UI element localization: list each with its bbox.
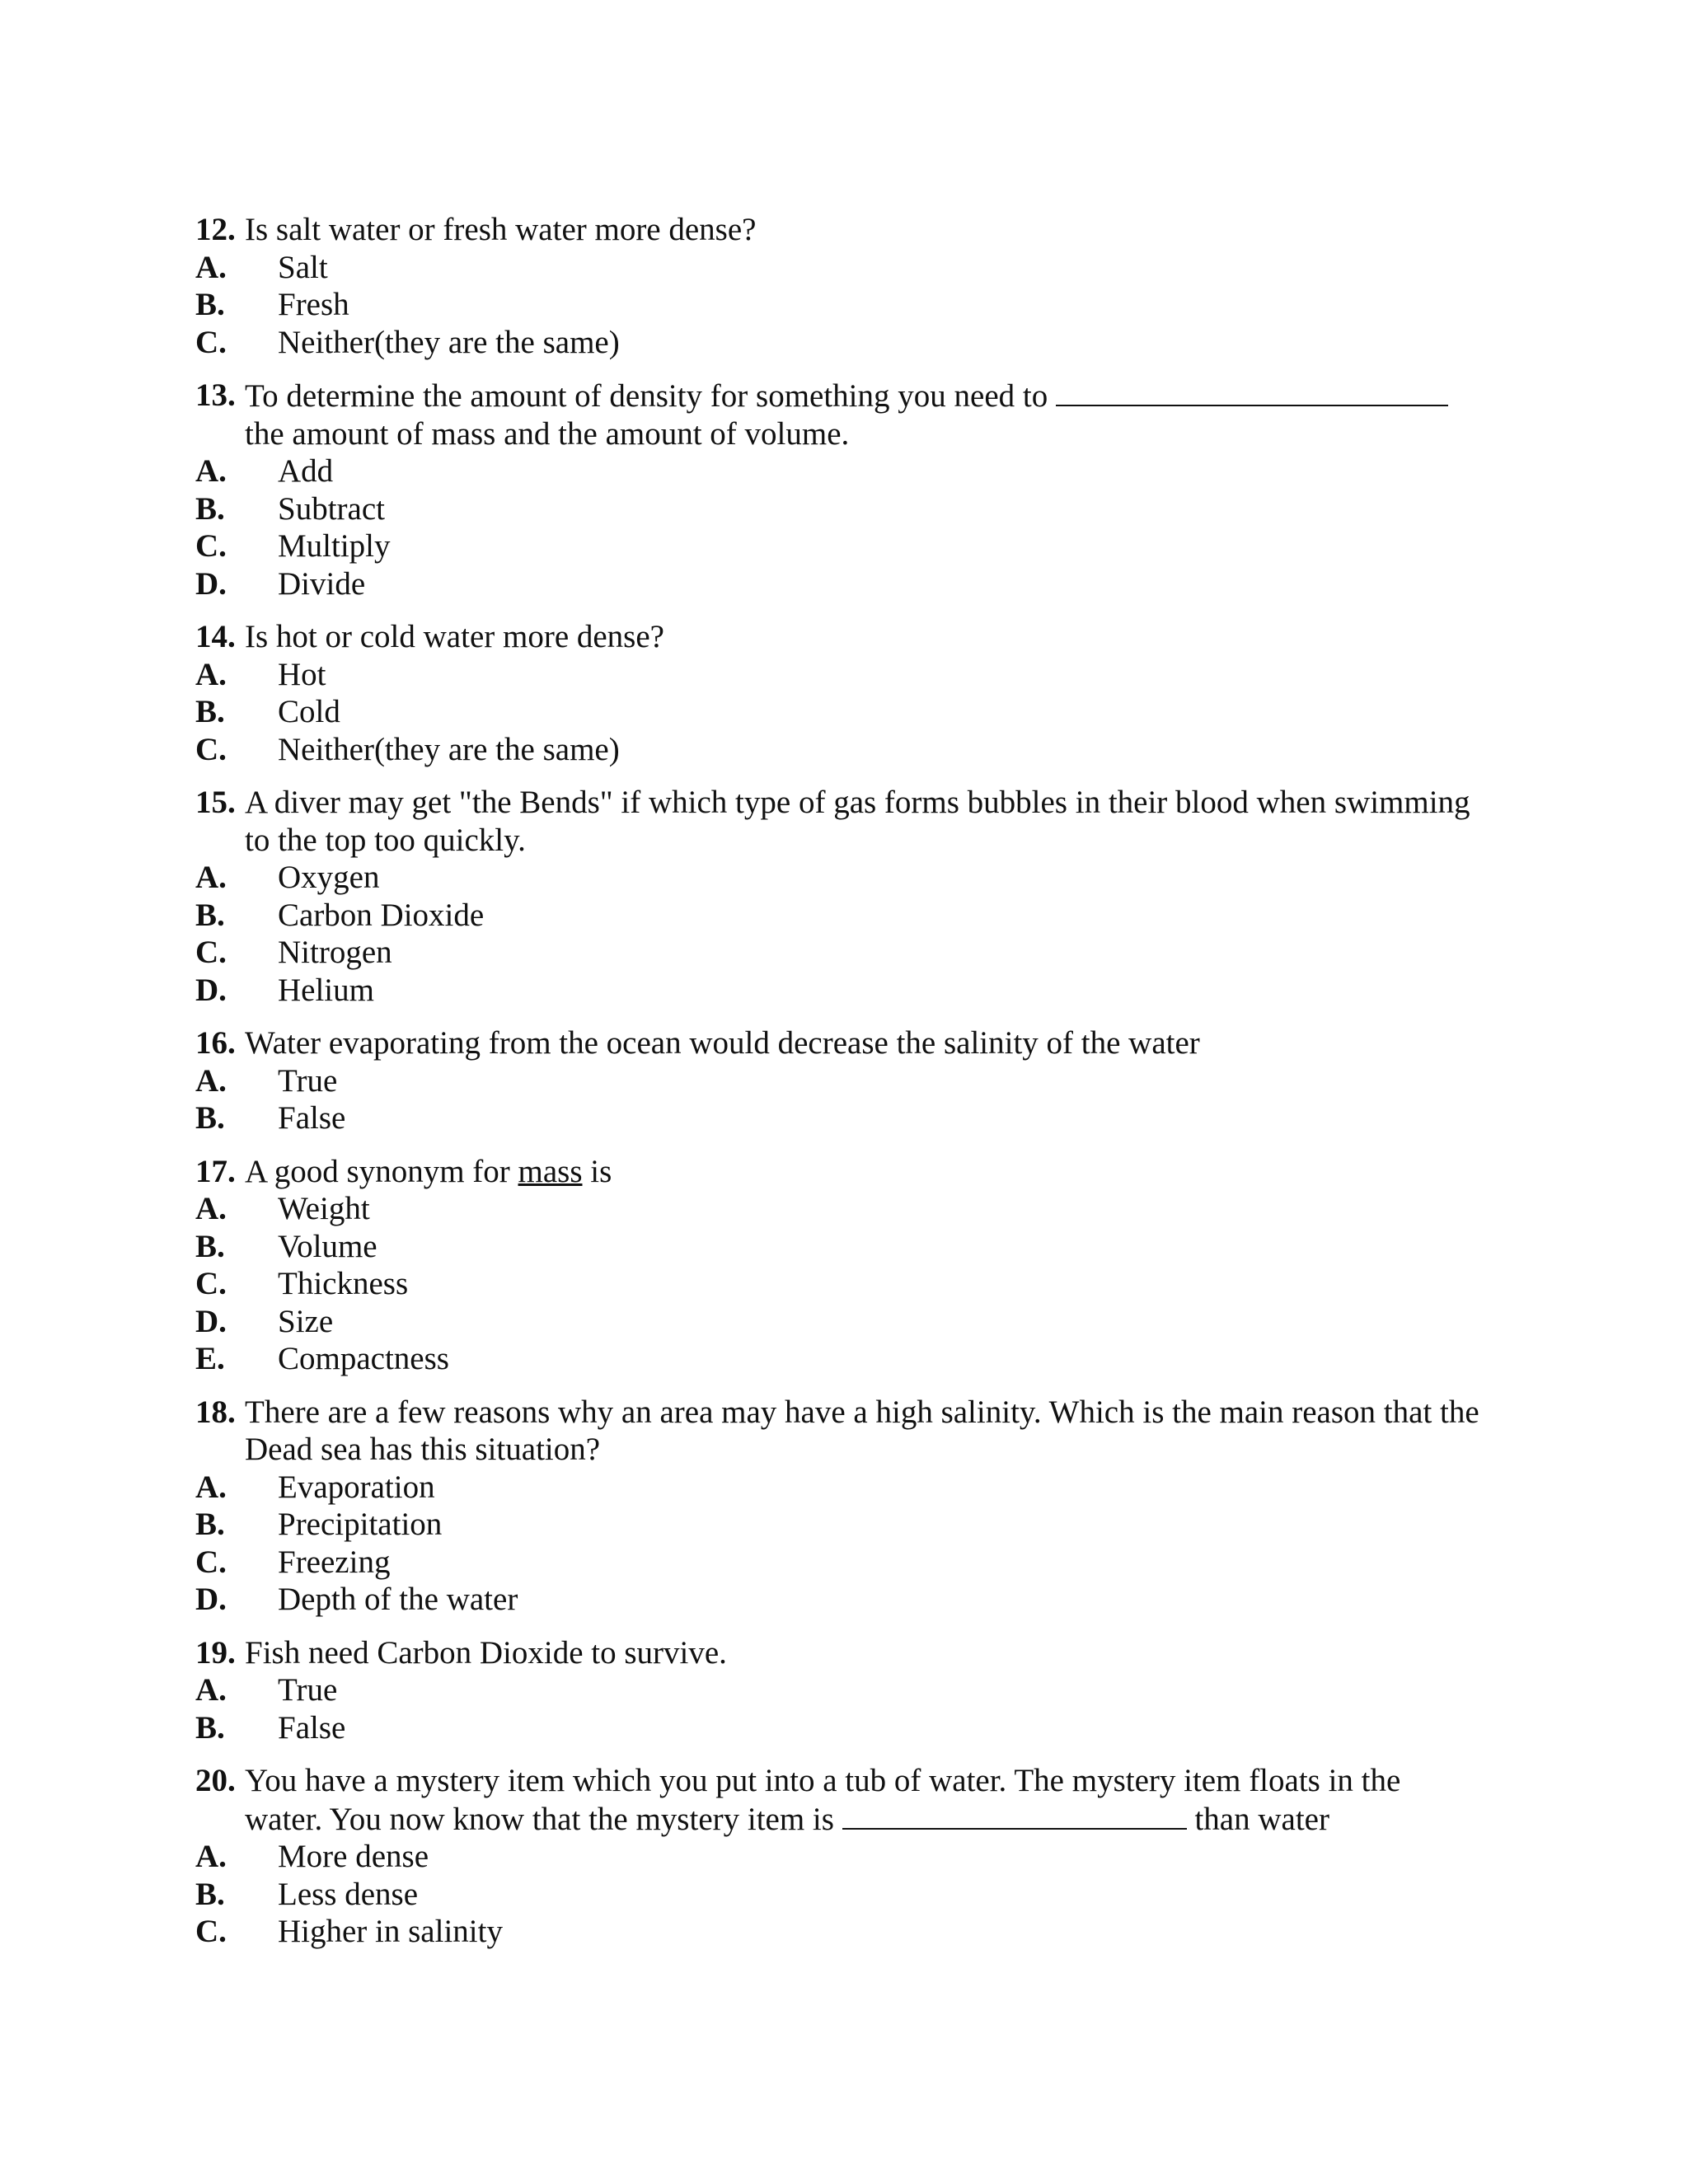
answer-option <box>195 249 1481 287</box>
question-number: 20. <box>195 1763 236 1798</box>
question-text-part: Fish need Carbon Dioxide to survive. <box>245 1634 727 1671</box>
option-text: Higher in salinity <box>278 1914 503 1949</box>
question-17 <box>195 1153 1481 1378</box>
option-letter: B. <box>195 694 225 729</box>
option-letter: A. <box>195 1469 227 1505</box>
question-text-part: You have a mystery item which you put into a tub of water. The mystery item floats in the water. You now know that the mystery item is <box>245 1763 1401 1837</box>
option-text: Divide <box>278 565 366 602</box>
option-text: Freezing <box>278 1544 391 1580</box>
answer-option <box>195 1876 1481 1914</box>
option-letter: B. <box>195 1100 225 1136</box>
option-text: False <box>278 1709 346 1746</box>
question-12 <box>195 211 1481 361</box>
option-text: Helium <box>278 972 374 1008</box>
answer-option <box>195 1913 1481 1951</box>
option-text: True <box>278 1672 338 1708</box>
question-text-part: Is salt water or fresh water more dense? <box>245 212 757 247</box>
option-text: Multiply <box>278 528 391 564</box>
question-number: 15. <box>195 785 236 820</box>
option-letter: A. <box>195 249 227 285</box>
option-text: Cold <box>278 694 340 729</box>
answer-option <box>195 490 1481 528</box>
option-letter: B. <box>195 1709 225 1746</box>
question-number: 12. <box>195 212 236 247</box>
option-text: Fresh <box>278 287 349 322</box>
option-text: Nitrogen <box>278 935 392 970</box>
option-letter: D. <box>195 972 227 1008</box>
question-16 <box>195 1024 1481 1137</box>
question-number: 14. <box>195 619 236 654</box>
question-text-part: Water evaporating from the ocean would decrease the salinity of the water <box>245 1025 1200 1061</box>
quiz-page <box>195 211 1481 1966</box>
question-text-part: the amount of mass and the amount of volume. <box>245 415 850 452</box>
option-text: Oxygen <box>278 860 380 895</box>
question-text-part: Is hot or cold water more dense? <box>245 619 664 654</box>
option-letter: E. <box>195 1341 225 1376</box>
option-text: Neither(they are the same) <box>278 324 620 360</box>
option-letter: A. <box>195 1191 227 1226</box>
question-text-part: There are a few reasons why an area may have a high salinity. Which is the main reason that the Dead sea has this situation? <box>245 1394 1479 1467</box>
answer-option <box>195 731 1481 769</box>
question-text <box>195 1394 1481 1469</box>
question-text-part: A good synonym for <box>245 1153 518 1189</box>
option-letter: B. <box>195 490 225 527</box>
option-letter: B. <box>195 1507 225 1542</box>
option-letter: B. <box>195 287 225 322</box>
option-text: Less dense <box>278 1876 419 1912</box>
option-letter: A. <box>195 453 227 489</box>
option-text: Volume <box>278 1228 377 1264</box>
option-text: Add <box>278 453 334 489</box>
option-letter: B. <box>195 1876 225 1912</box>
answer-option <box>195 656 1481 694</box>
option-letter: C. <box>195 324 227 360</box>
answer-option <box>195 972 1481 1010</box>
question-text-part: To determine the amount of density for something you need to <box>245 378 1056 414</box>
question-20 <box>195 1762 1481 1951</box>
question-text <box>195 1024 1481 1062</box>
answer-option <box>195 452 1481 490</box>
answer-option <box>195 897 1481 935</box>
answer-option <box>195 1265 1481 1303</box>
answer-option <box>195 324 1481 362</box>
question-text-part: than water <box>1186 1801 1329 1837</box>
question-text <box>195 618 1481 656</box>
answer-option <box>195 1544 1481 1582</box>
answer-option <box>195 1190 1481 1228</box>
option-letter: C. <box>195 731 227 767</box>
answer-option <box>195 1469 1481 1507</box>
answer-option <box>195 565 1481 603</box>
option-text: Evaporation <box>278 1469 435 1505</box>
option-text: Subtract <box>278 490 385 527</box>
option-letter: A. <box>195 1062 227 1099</box>
question-number: 18. <box>195 1394 236 1430</box>
answer-option <box>195 693 1481 731</box>
option-text: False <box>278 1100 346 1136</box>
answer-option <box>195 1340 1481 1378</box>
answer-option <box>195 1581 1481 1619</box>
question-text-part: is <box>582 1153 612 1189</box>
question-text <box>195 784 1481 859</box>
question-15 <box>195 784 1481 1009</box>
option-letter: C. <box>195 935 227 970</box>
option-text: Carbon Dioxide <box>278 897 485 933</box>
option-letter: A. <box>195 1839 227 1874</box>
option-text: Salt <box>278 249 328 285</box>
option-text: Precipitation <box>278 1507 443 1542</box>
question-13 <box>195 377 1481 602</box>
question-14 <box>195 618 1481 768</box>
question-text <box>195 1762 1481 1838</box>
question-19 <box>195 1634 1481 1747</box>
answer-option <box>195 1838 1481 1876</box>
option-text: Hot <box>278 656 326 692</box>
question-number: 16. <box>195 1025 236 1061</box>
question-text <box>195 1153 1481 1191</box>
answer-blank <box>842 1800 1187 1830</box>
answer-option <box>195 1062 1481 1100</box>
question-text <box>195 1634 1481 1672</box>
answer-option <box>195 1671 1481 1709</box>
answer-option <box>195 286 1481 324</box>
option-text: Neither(they are the same) <box>278 731 620 767</box>
answer-option <box>195 1506 1481 1544</box>
question-text-part: A diver may get "the Bends" if which type of gas forms bubbles in their blood when swimming to the top too quickly. <box>245 785 1470 858</box>
option-text: Depth of the water <box>278 1582 518 1617</box>
answer-option <box>195 859 1481 897</box>
option-text: Thickness <box>278 1266 409 1301</box>
question-18 <box>195 1394 1481 1619</box>
option-letter: A. <box>195 1672 227 1708</box>
answer-option <box>195 1099 1481 1137</box>
answer-option <box>195 1228 1481 1266</box>
question-text <box>195 211 1481 249</box>
answer-option <box>195 1303 1481 1341</box>
question-number: 19. <box>195 1634 236 1671</box>
option-letter: A. <box>195 656 227 692</box>
answer-blank <box>1056 377 1448 406</box>
option-text: Compactness <box>278 1341 449 1376</box>
option-letter: D. <box>195 1582 227 1617</box>
option-text: Size <box>278 1303 334 1339</box>
option-letter: B. <box>195 1228 225 1264</box>
underlined-term: mass <box>518 1153 583 1189</box>
option-letter: C. <box>195 528 227 564</box>
question-number: 13. <box>195 377 236 413</box>
option-text: More dense <box>278 1839 429 1874</box>
option-letter: C. <box>195 1266 227 1301</box>
question-number: 17. <box>195 1153 236 1189</box>
option-text: True <box>278 1062 338 1099</box>
answer-option <box>195 934 1481 972</box>
answer-option <box>195 1709 1481 1747</box>
question-text <box>195 377 1481 452</box>
option-letter: C. <box>195 1914 227 1949</box>
option-letter: C. <box>195 1544 227 1580</box>
option-letter: B. <box>195 897 225 933</box>
option-text: Weight <box>278 1191 370 1226</box>
option-letter: D. <box>195 565 227 602</box>
option-letter: A. <box>195 860 227 895</box>
answer-option <box>195 527 1481 565</box>
option-letter: D. <box>195 1303 227 1339</box>
